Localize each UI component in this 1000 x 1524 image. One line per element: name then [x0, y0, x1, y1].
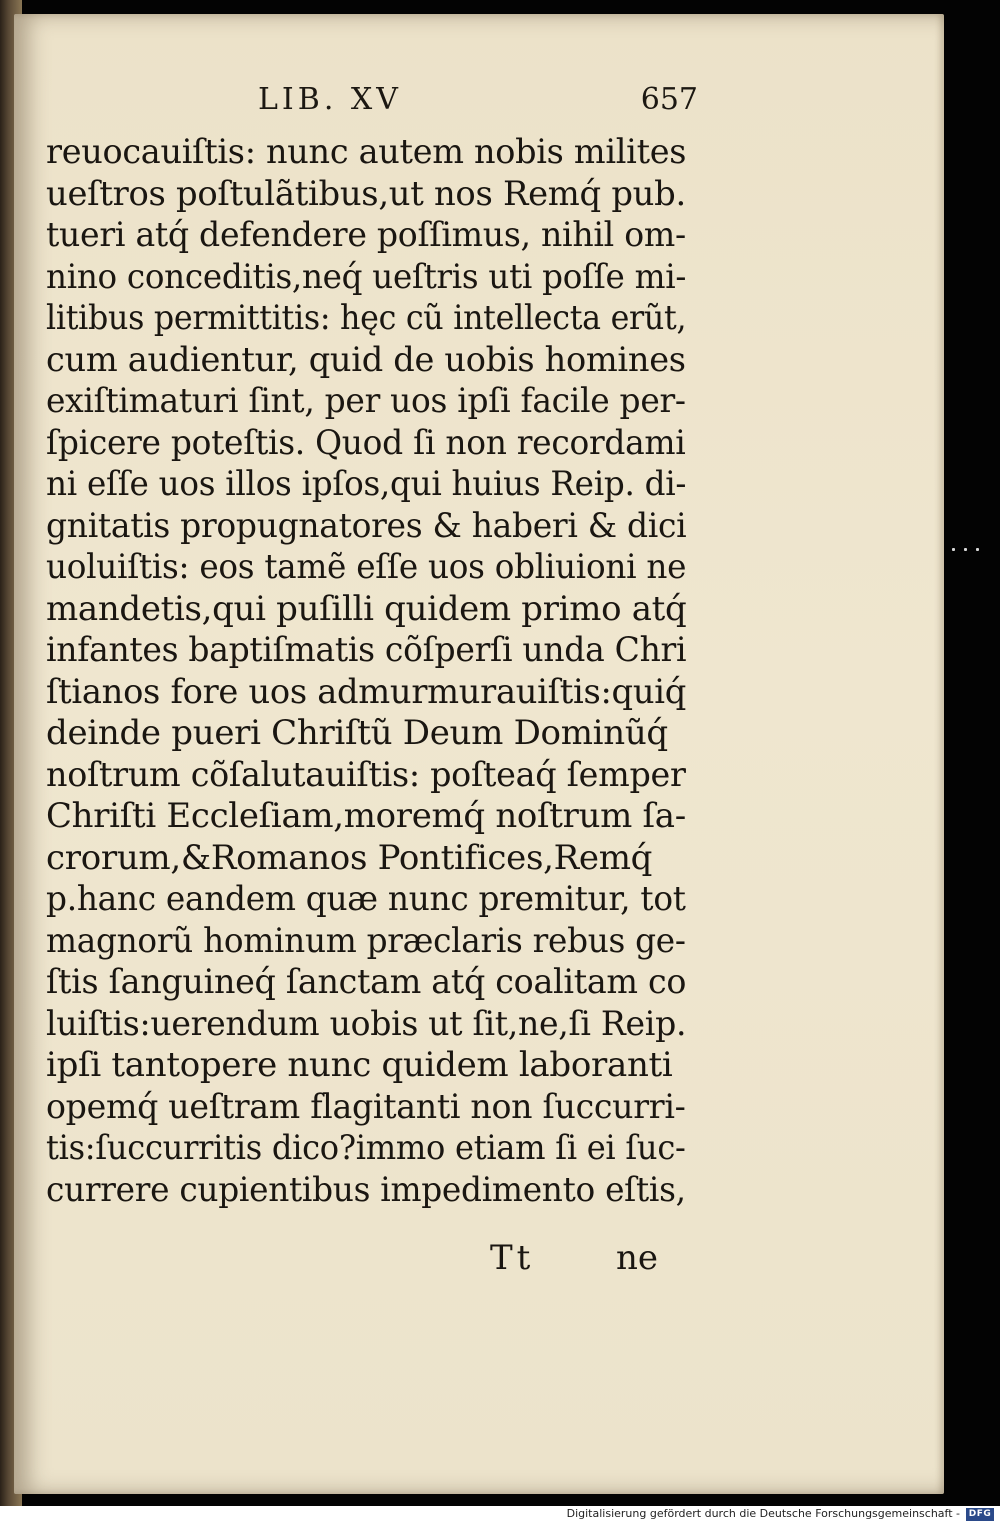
text-line: ni eſſe uos illos ipſos,qui huius Reip. di- [46, 464, 687, 504]
text-line: p.hanc eandem quæ nunc premitur, tot [46, 879, 686, 919]
text-line: ueſtros poſtulãtibus,ut nos Remq́ pub. [46, 173, 686, 214]
page-footer-catchword [490, 1238, 670, 1284]
margin-dot [952, 548, 955, 551]
text-line: ipſi tantopere nunc quidem laboranti [46, 1045, 673, 1085]
margin-dot [964, 548, 967, 551]
digitization-footer [0, 1506, 1000, 1524]
text-line: currere cupientibus impedimento eſtis, [46, 1169, 686, 1210]
text-line: noſtrum cõſalutauiſtis: poſteaq́ ſemper [46, 754, 686, 795]
text-line: ſpicere poteſtis. Quod ſi non recordami [46, 422, 686, 463]
dfg-logo: DFG [966, 1508, 994, 1521]
catchword: ne [615, 1238, 658, 1278]
funding-credit: Digitalisierung gefördert durch die Deutsche Forschungsgemeinschaft - [566, 1507, 960, 1520]
margin-dot [976, 548, 979, 551]
text-line: luiſtis:uerendum uobis ut ſit,ne,ſi Reip. [46, 1003, 687, 1044]
text-line: tis:ſuccurritis dico?immo etiam ſi ei ſuc- [46, 1128, 686, 1168]
text-line: gnitatis propugnatores & haberi & dici [46, 505, 687, 546]
page-number: 657 [640, 82, 698, 117]
text-line: Chriſti Eccleſiam,moremq́ noſtrum ſa- [46, 796, 686, 836]
page-header [258, 82, 698, 126]
text-line: nino conceditis,neq́ ueſtris uti poſſe mi- [46, 256, 687, 297]
text-line: cum audientur, quid de uobis homines [46, 339, 686, 380]
text-line: mandetis,qui puſilli quidem primo atq́ [46, 588, 687, 629]
signature-mark: Tt [490, 1238, 535, 1278]
text-line: magnorũ hominum præclaris rebus ge- [46, 920, 686, 961]
text-line: opemq́ ueſtram flagitanti non ſuccurri- [46, 1086, 686, 1127]
running-title: LIB. XV [258, 82, 402, 117]
text-line: ſtis ſanguineq́ ſanctam atq́ coalitam co [46, 962, 687, 1002]
text-line: deinde pueri Chriſtũ Deum Dominũq́ [46, 713, 668, 753]
text-line: litibus permittitis: hęc cũ intellecta erũt, [46, 298, 687, 338]
text-line: tueri atq́ defendere poſſimus, nihil om- [46, 215, 686, 255]
text-line: ſtianos fore uos admurmurauiſtis:quiq́ [46, 671, 686, 712]
text-line: crorum,&Romanos Pontifices,Remq́ [46, 837, 653, 878]
text-line: exiſtimaturi ſint, per uos ipſi facile per- [46, 381, 686, 421]
body-text [46, 132, 686, 1211]
text-line: uoluiſtis: eos tamẽ eſſe uos obliuioni ne [46, 547, 687, 587]
scan-margin-dots [952, 536, 1000, 546]
text-line: infantes baptiſmatis cõſperſi unda Chri [46, 630, 687, 670]
text-line: reuocauiſtis: nunc autem nobis milites [46, 132, 687, 172]
